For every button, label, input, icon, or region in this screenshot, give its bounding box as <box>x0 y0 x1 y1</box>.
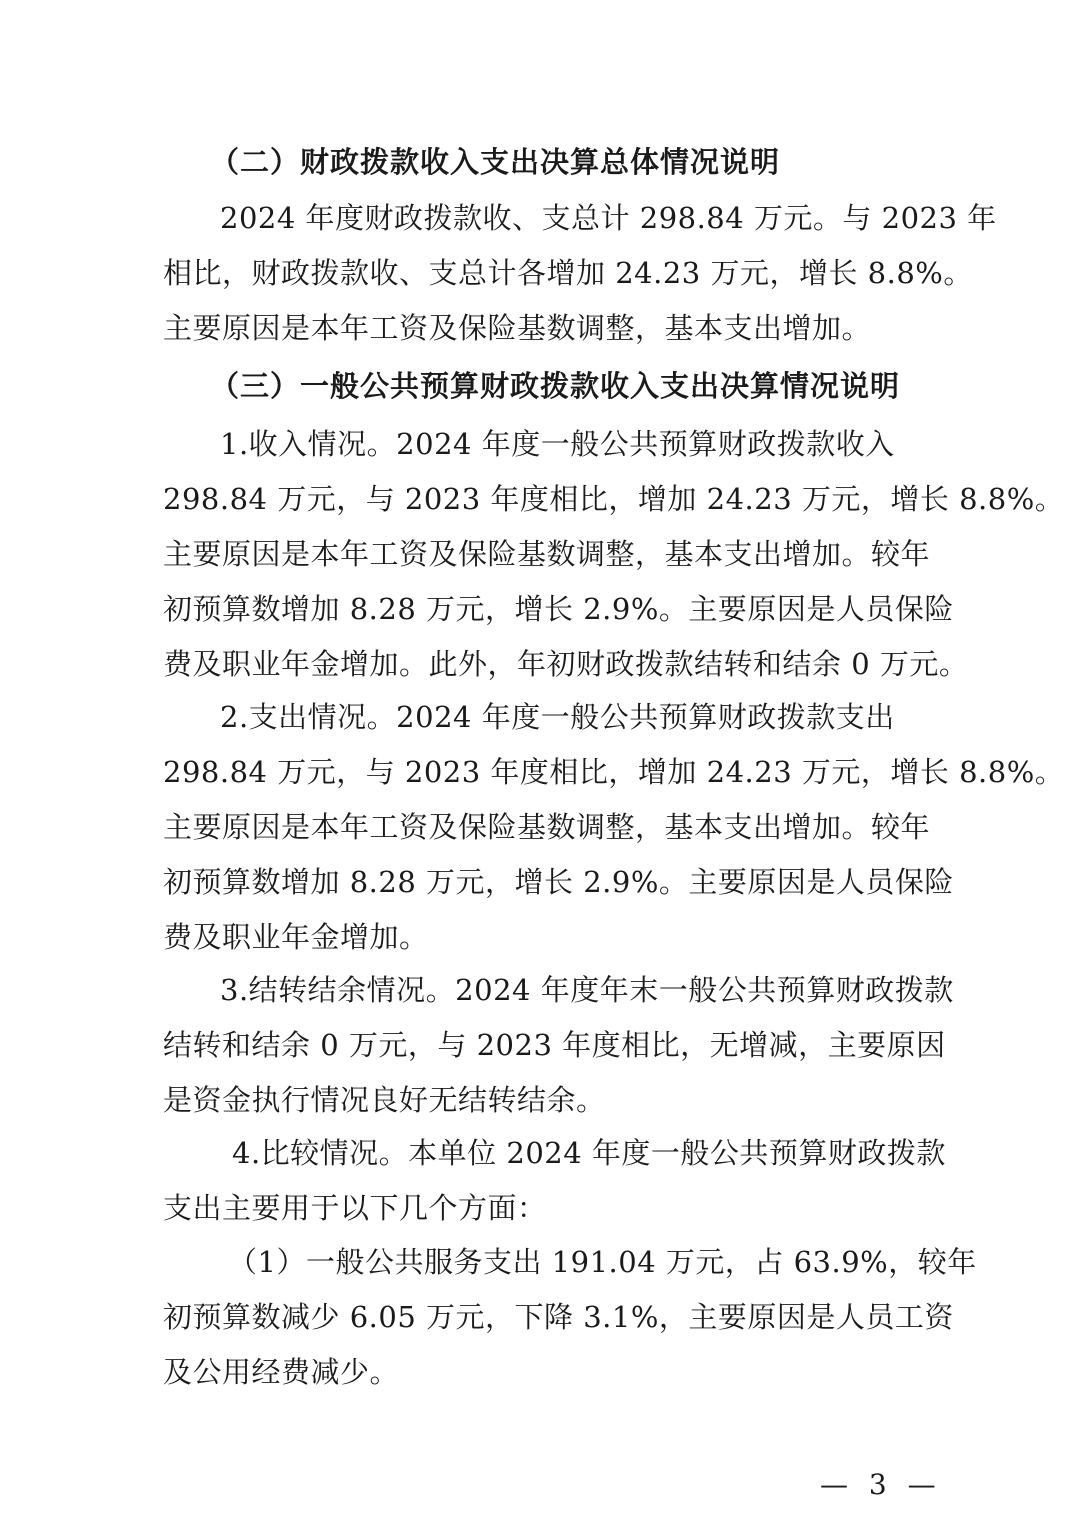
paragraph-line: 2.支出情况。2024 年度一般公共预算财政拨款支出 <box>220 700 895 734</box>
paragraph-line: 支出主要用于以下几个方面： <box>163 1191 547 1225</box>
paragraph-line: 1.收入情况。2024 年度一般公共预算财政拨款收入 <box>220 427 895 461</box>
paragraph-line: 2024 年度财政拨款收、支总计 298.84 万元。与 2023 年 <box>220 201 997 235</box>
paragraph-line: 费及职业年金增加。此外，年初财政拨款结转和结余 0 万元。 <box>163 647 969 681</box>
paragraph-line: 费及职业年金增加。 <box>163 920 429 954</box>
paragraph-line: 主要原因是本年工资及保险基数调整，基本支出增加。 <box>163 311 872 345</box>
paragraph-line: 初预算数减少 6.05 万元，下降 3.1%，主要原因是人员工资 <box>163 1300 954 1334</box>
paragraph-line: 主要原因是本年工资及保险基数调整，基本支出增加。较年 <box>163 537 931 571</box>
paragraph-line: 初预算数增加 8.28 万元，增长 2.9%。主要原因是人员保险 <box>163 865 954 899</box>
page-number: — 3 — <box>820 1468 942 1501</box>
paragraph-line: 是资金执行情况良好无结转结余。 <box>163 1083 606 1117</box>
paragraph-line: （1）一般公共服务支出 191.04 万元，占 63.9%，较年 <box>228 1245 977 1279</box>
paragraph-line: 298.84 万元，与 2023 年度相比，增加 24.23 万元，增长 8.8%。 <box>163 482 1065 516</box>
paragraph-line: 4.比较情况。本单位 2024 年度一般公共预算财政拨款 <box>232 1136 946 1170</box>
section-heading-2: （二）财政拨款收入支出决算总体情况说明 <box>210 145 781 179</box>
paragraph-line: 主要原因是本年工资及保险基数调整，基本支出增加。较年 <box>163 810 931 844</box>
paragraph-line: 及公用经费减少。 <box>163 1355 400 1389</box>
paragraph-line: 初预算数增加 8.28 万元，增长 2.9%。主要原因是人员保险 <box>163 592 954 626</box>
section-heading-3: （三）一般公共预算财政拨款收入支出决算情况说明 <box>210 369 901 403</box>
paragraph-line: 3.结转结余情况。2024 年度年末一般公共预算财政拨款 <box>220 973 954 1007</box>
paragraph-line: 298.84 万元，与 2023 年度相比，增加 24.23 万元，增长 8.8%。 <box>163 755 1065 789</box>
paragraph-line: 结转和结余 0 万元，与 2023 年度相比，无增减，主要原因 <box>163 1028 946 1062</box>
paragraph-line: 相比，财政拨款收、支总计各增加 24.23 万元，增长 8.8%。 <box>163 256 973 290</box>
